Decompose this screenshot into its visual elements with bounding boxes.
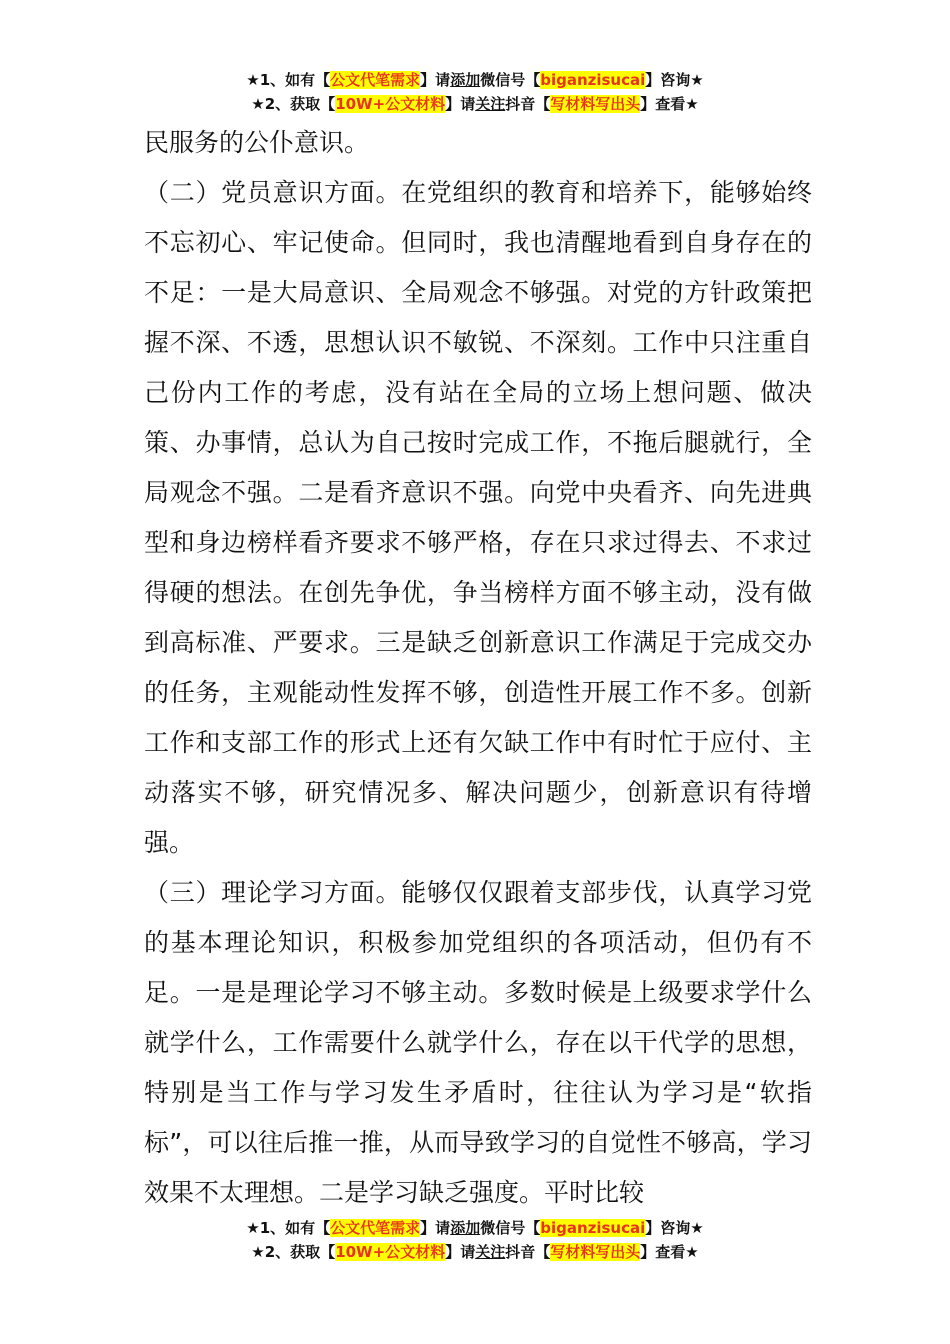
banner-text: 】查看★ — [640, 95, 699, 113]
banner-line-2 — [0, 1240, 950, 1264]
highlight-douyin-account: 写材料写出头 — [550, 1243, 641, 1261]
highlight-materials: 10W+公文材料 — [335, 1243, 446, 1261]
banner-text: 微信号【 — [480, 71, 541, 89]
paragraph-continuation: 民服务的公仆意识。 — [144, 128, 370, 157]
banner-text: 】咨询★ — [645, 1219, 704, 1237]
banner-underlined-text: 添加 — [450, 1219, 481, 1237]
highlight-wechat-id: biganzisucai — [540, 1219, 646, 1237]
highlight-service: 公文代笔需求 — [330, 71, 421, 89]
banner-text: 】请 — [420, 1219, 451, 1237]
banner-text: 】请 — [445, 1243, 476, 1261]
banner-line-1 — [0, 1216, 950, 1240]
banner-line-2 — [0, 92, 950, 116]
banner-text: 】请 — [445, 95, 476, 113]
banner-text: 抖音【 — [505, 1243, 551, 1261]
banner-underlined-text: 关注 — [475, 95, 506, 113]
banner-text: ★1、如有【 — [246, 1219, 331, 1237]
header-banner — [0, 68, 950, 116]
highlight-douyin-account: 写材料写出头 — [550, 95, 641, 113]
document-body — [144, 118, 812, 1218]
banner-text: 抖音【 — [505, 95, 551, 113]
banner-text: ★2、获取【 — [251, 1243, 336, 1261]
banner-text: 】查看★ — [640, 1243, 699, 1261]
banner-text: 】请 — [420, 71, 451, 89]
banner-text: ★1、如有【 — [246, 71, 331, 89]
paragraph-party-member-awareness: （二）党员意识方面。在党组织的教育和培养下，能够始终不忘初心、牢记使命。但同时，我也清醒地看到自身存在的不足：一是大局意识、全局观念不够强。对党的方针政策把握不深、不透，思想认识不敏锐、不深刻。工作中只注重自己份内工作的考虑，没有站在全局的立场上想问题、做决策、办事情，总认为自己按时完成工作，不拖后腿就行，全局观念不强。二是看齐意识不强。向党中央看齐、向先进典型和身边榜样看齐要求不够严格，存在只求过得去、不求过得硬的想法。在创先争优，争当榜样方面不够主动，没有做到高标准、严要求。三是缺乏创新意识工作满足于完成交办的任务，主观能动性发挥不够，创造性开展工作不多。创新工作和支部工作的形式上还有欠缺工作中有时忙于应付、主动落实不够，研究情况多、解决问题少，创新意识有待增强。 — [144, 178, 812, 857]
banner-text: 】咨询★ — [645, 71, 704, 89]
banner-underlined-text: 添加 — [450, 71, 481, 89]
paragraph-theory-study: （三）理论学习方面。能够仅仅跟着支部步伐，认真学习党的基本理论知识，积极参加党组织的各项活动，但仍有不足。一是是理论学习不够主动。多数时候是上级要求学什么就学什么，工作需要什么就学什么，存在以干代学的思想，特别是当工作与学习发生矛盾时，往往认为学习是“软指标”，可以往后推一推，从而导致学习的自觉性不够高，学习效果不太理想。二是学习缺乏强度。平时比较 — [144, 878, 812, 1207]
banner-line-1 — [0, 68, 950, 92]
highlight-materials: 10W+公文材料 — [335, 95, 446, 113]
highlight-service: 公文代笔需求 — [330, 1219, 421, 1237]
footer-banner — [0, 1216, 950, 1264]
highlight-wechat-id: biganzisucai — [540, 71, 646, 89]
banner-underlined-text: 关注 — [475, 1243, 506, 1261]
banner-text: 微信号【 — [480, 1219, 541, 1237]
banner-text: ★2、获取【 — [251, 95, 336, 113]
